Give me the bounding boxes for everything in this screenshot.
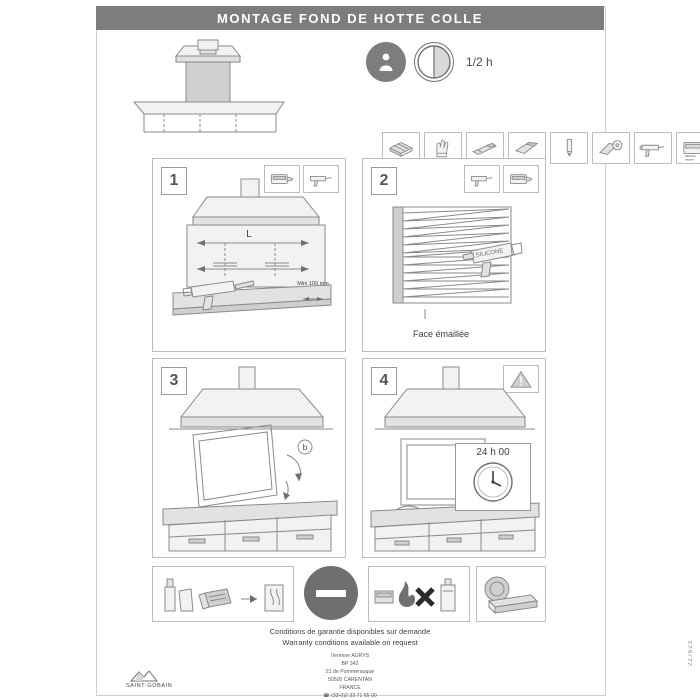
svg-text:neutre: neutre [684,157,694,162]
time-label: 1/2 h [466,55,493,69]
step-panel-4 [362,358,546,558]
warranty-note [96,626,604,649]
abrasive-pad-panel [476,566,546,622]
half-hour-clock-icon [414,42,454,82]
svg-text:SILICONE: SILICONE [686,145,700,149]
step-panel-1 [152,158,346,352]
hood-illustration [124,40,294,134]
step-1-illustration [153,159,345,351]
step-2-illustration [363,159,545,351]
pencil-icon [550,132,588,164]
cleaning-products-panel [152,566,294,622]
curing-time-label: 24 h 00 [476,447,510,458]
brand-name: SAINT-GOBAIN [126,683,173,689]
side-reference-code: 227623 [688,639,694,666]
warranty-line-fr: Conditions de garantie disponibles sur demande [269,627,431,636]
header-meta [366,42,493,82]
caulking-gun-icon [634,132,672,164]
step-2-caption: Face émaillée [413,329,470,339]
page-title: MONTAGE FOND DE HOTTE COLLE [96,6,604,30]
step-number-3: 3 [161,367,187,395]
step-panel-3 [152,358,346,558]
clock-icon [456,458,530,510]
tape-measure-icon [592,132,630,164]
prohibition-icon [304,566,358,620]
curing-time-box [455,443,531,511]
svg-text:Silicone: Silicone [684,154,696,159]
step-number-1: 1 [161,167,187,195]
step-3-illustration [153,359,345,557]
svg-text:L: L [246,229,252,240]
warranty-line-en: Warranty conditions available on request [282,638,418,648]
address-line: 21 de Pommerauque [325,669,375,676]
saint-gobain-logo-icon [129,670,169,682]
address-line: FRANCE [339,685,361,692]
svg-text:b: b [302,443,308,452]
address-line: ☎ (33-0)2 33 71 65 00 [323,693,377,700]
bottom-icon-band [152,566,544,620]
address-line: BP 342 [341,661,359,668]
address-line: Verenne AURYS [330,653,370,659]
header-zone [104,36,700,162]
step-1-min-distance-label: Mini 100 mm [297,281,329,287]
step-panel-2 [362,158,546,352]
brand-logo [126,670,172,689]
person-icon [366,42,406,82]
hazard-panel [368,566,470,622]
silicone-cartridge-icon [676,132,700,164]
address-line: 50500 CARENTAN [327,677,372,684]
step-number-2: 2 [371,167,397,195]
svg-text:SILICONE: SILICONE [475,248,504,259]
step-number-4: 4 [371,367,397,395]
